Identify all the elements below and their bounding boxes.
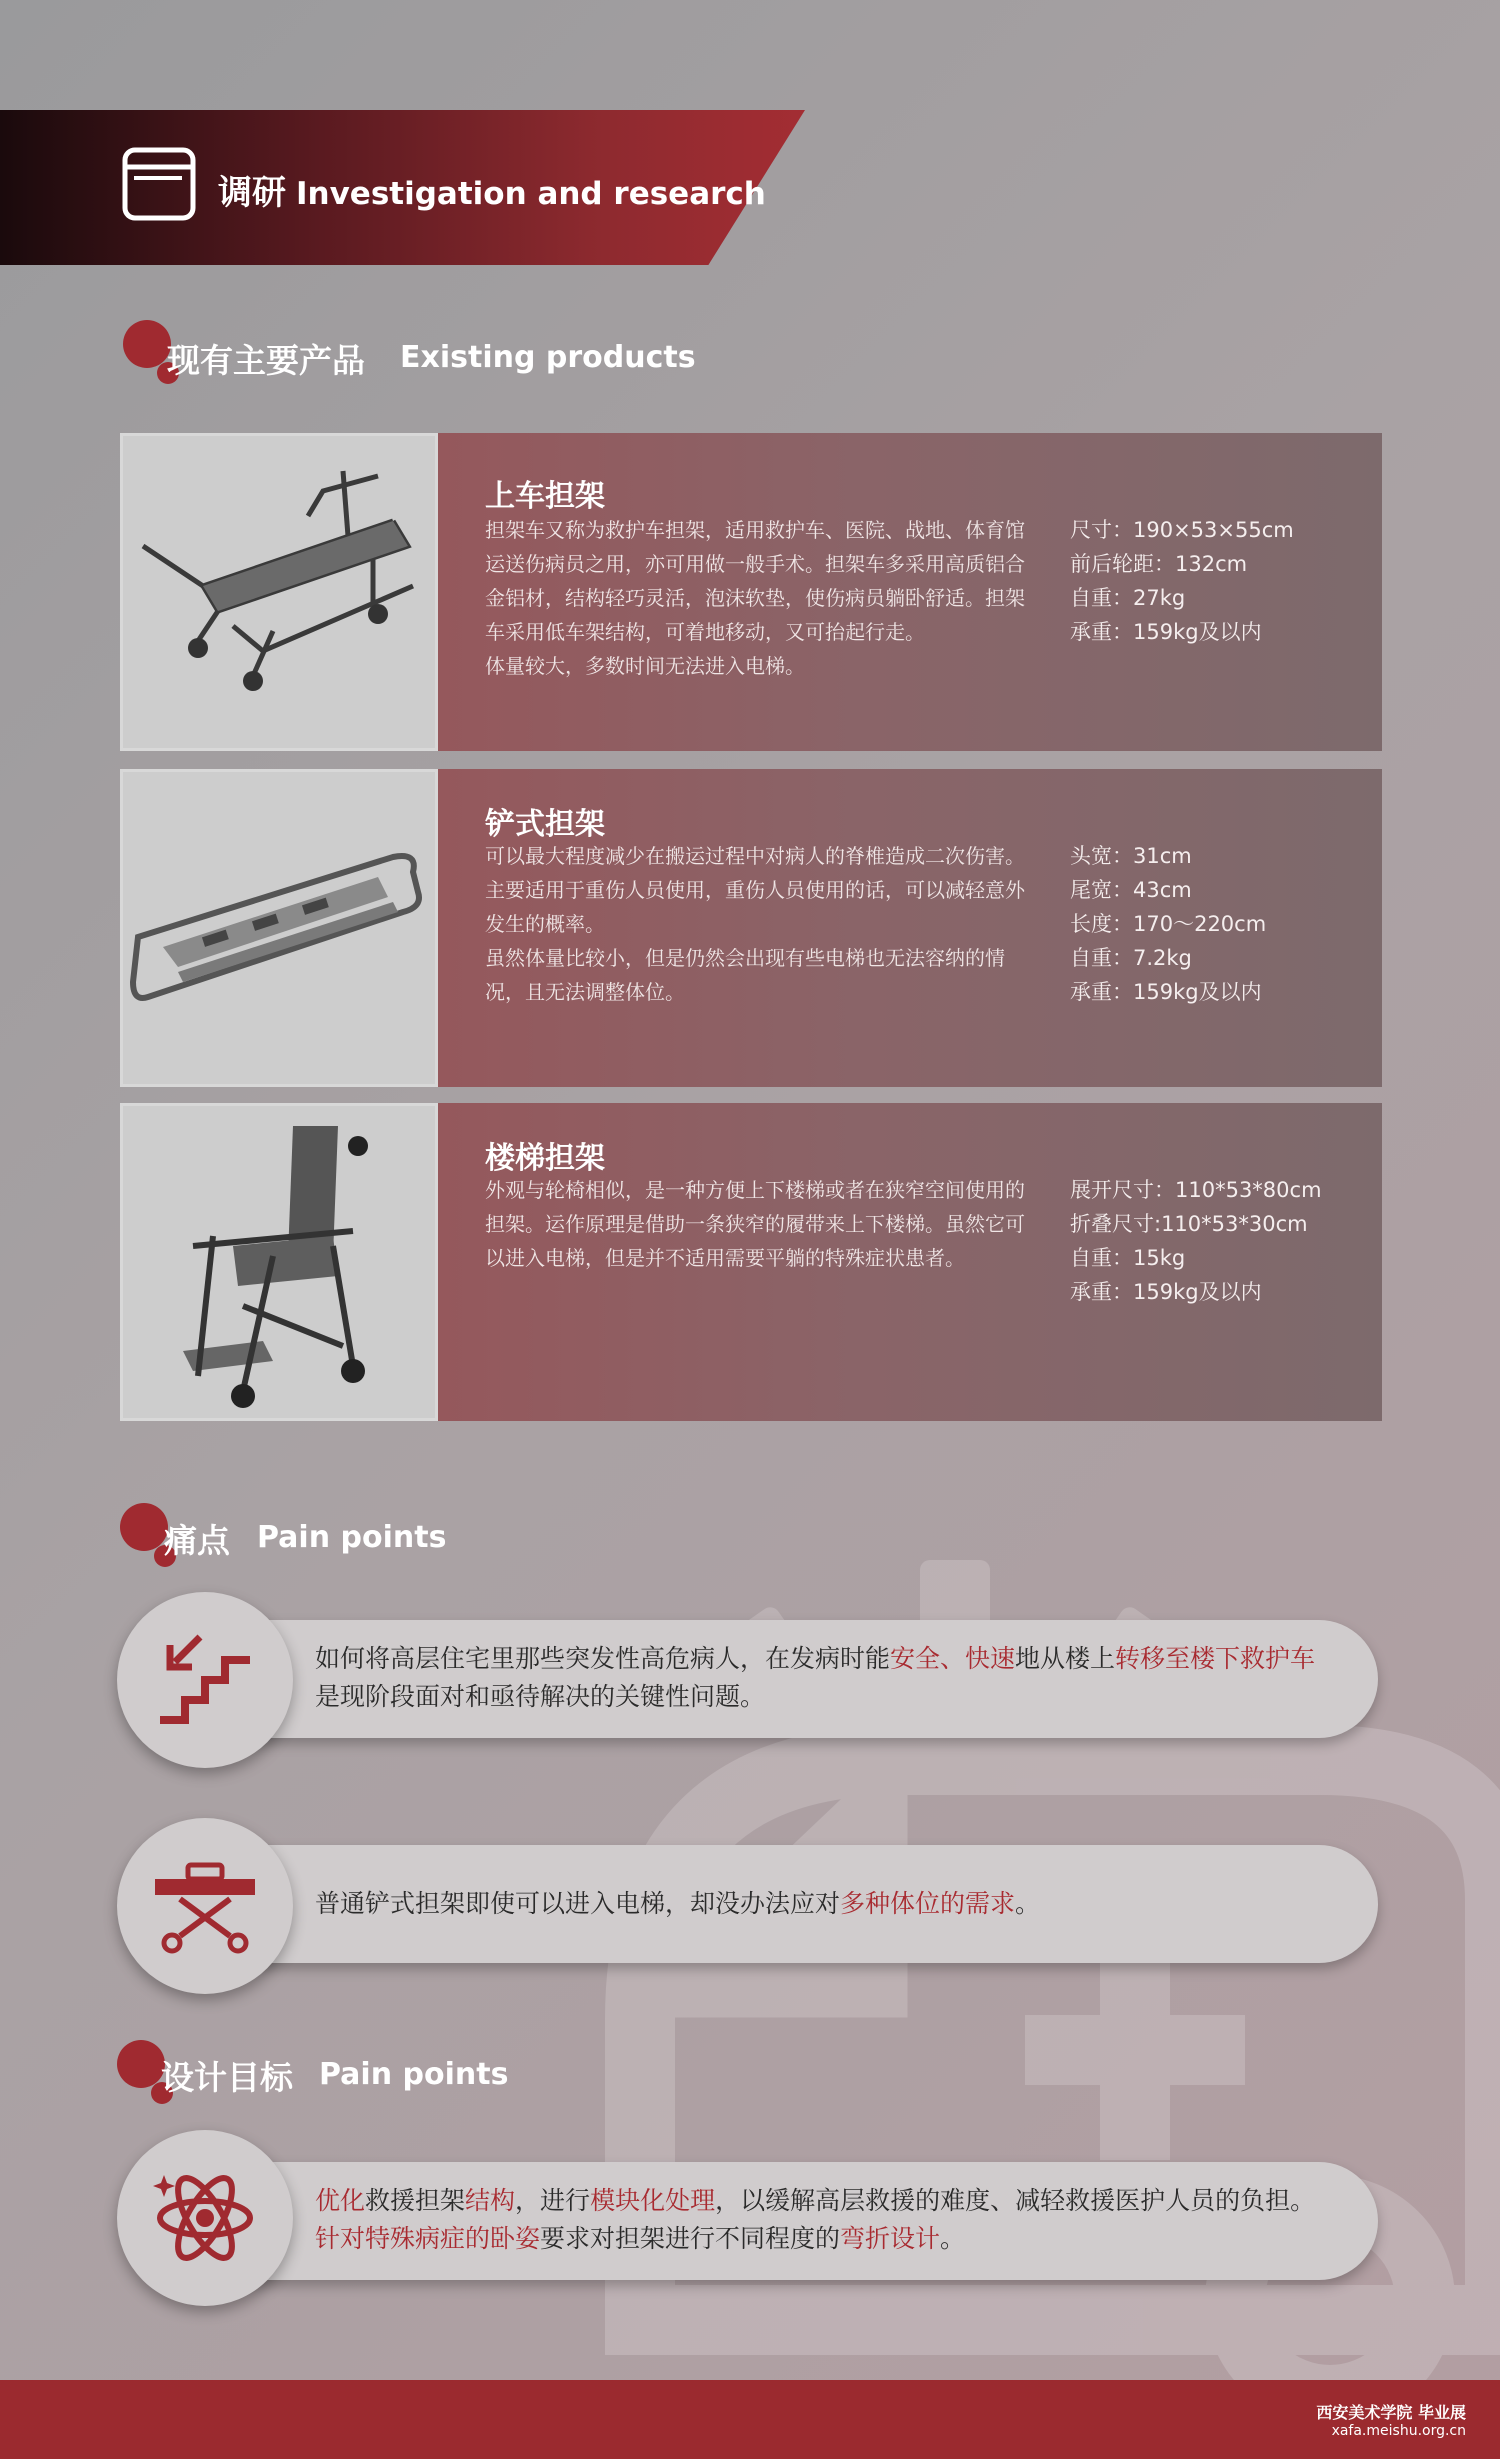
atom-icon: [150, 2163, 260, 2273]
product-specs: [1070, 1173, 1322, 1309]
spec-unfolded-size: 展开尺寸：110*53*80cm: [1070, 1178, 1322, 1202]
product-name: 铲式担架: [485, 807, 605, 842]
product-card: [120, 1103, 1382, 1421]
product-card: [120, 769, 1382, 1087]
spec-tail-width: 尾宽：43cm: [1070, 878, 1192, 902]
section-title-en: Pain points: [257, 1520, 447, 1555]
stairs-icon-badge: [117, 1592, 293, 1768]
section-title-en: Existing products: [400, 340, 696, 375]
product-description: 担架车又称为救护车担架，适用救护车、医院、战地、体育馆运送伤病员之用，亦可用做一般手术。担架车多采用高质铝合金铝材，结构轻巧灵活，泡沫软垫，使伤病员躺卧舒适。担架车采用低车架结构，可着地移动，又可抬起行走。 体量较大，多数时间无法进入电梯。: [485, 518, 1025, 678]
design-goal-row: [200, 2162, 1378, 2280]
section-title-zh: 痛点: [164, 1521, 230, 1560]
spec-folded-size: 折叠尺寸:110*53*30cm: [1070, 1212, 1308, 1236]
stairs-down-icon: [150, 1625, 260, 1735]
spec-load: 承重：159kg及以内: [1070, 620, 1262, 644]
pain-point-row: [200, 1620, 1378, 1738]
stretcher-icon-badge: [117, 1818, 293, 1994]
spec-load: 承重：159kg及以内: [1070, 1280, 1262, 1304]
spec-weight: 自重：7.2kg: [1070, 946, 1192, 970]
product-description: 可以最大程度减少在搬运过程中对病人的脊椎造成二次伤害。主要适用于重伤人员使用，重伤人员使用的话，可以减轻意外发生的概率。 虽然体量比较小，但是仍然会出现有些电梯也无法容纳的情况，且无法调整体位。: [485, 844, 1025, 1004]
spec-head-width: 头宽：31cm: [1070, 844, 1192, 868]
spec-size: 尺寸：190×53×55cm: [1070, 518, 1294, 542]
spec-load: 承重：159kg及以内: [1070, 980, 1262, 1004]
scoop-stretcher-image: [120, 769, 438, 1087]
exhibition-badge: 毕业展: [1417, 2403, 1466, 2422]
product-description: 外观与轮椅相似，是一种方便上下楼梯或者在狭窄空间使用的担架。运作原理是借助一条狭窄的履带来上下楼梯。虽然它可以进入电梯，但是并不适用需要平躺的特殊症状患者。: [485, 1178, 1025, 1270]
spec-weight: 自重：27kg: [1070, 586, 1186, 610]
pain-point-text: 普通铲式担架即使可以进入电梯，却没办法应对多种体位的需求。: [315, 1889, 1041, 1918]
window-icon: [120, 145, 198, 223]
pain-point-row: [200, 1845, 1378, 1963]
section-heading-design-goal: [117, 2040, 617, 2110]
product-specs: [1070, 513, 1294, 649]
school-url: xafa.meishu.org.cn: [1331, 2423, 1466, 2439]
stretcher-cart-image: [120, 433, 438, 751]
product-specs: [1070, 839, 1266, 1009]
school-name: 西安美术学院: [1316, 2403, 1413, 2422]
page-title-zh: 调研: [218, 173, 286, 213]
spec-wheelbase: 前后轮距：132cm: [1070, 552, 1248, 576]
product-card: [120, 433, 1382, 751]
section-heading-products: [123, 320, 723, 390]
spec-weight: 自重：15kg: [1070, 1246, 1186, 1270]
product-name: 楼梯担架: [485, 1141, 605, 1176]
pain-point-text: 如何将高层住宅里那些突发性高危病人，在发病时能安全、快速地从楼上转移至楼下救护车 是现阶段面对和亟待解决的关键性问题。: [315, 1644, 1316, 1711]
section-title-zh: 现有主要产品: [167, 341, 365, 380]
page-title-en: Investigation and research: [296, 176, 766, 212]
stair-stretcher-image: [120, 1103, 438, 1421]
spec-length: 长度：170～220cm: [1070, 912, 1267, 936]
section-title-zh: 设计目标: [161, 2058, 293, 2097]
page-title: [218, 165, 766, 214]
footer-bar: [0, 2380, 1500, 2459]
design-goal-text: 优化救援担架结构，进行模块化处理，以缓解高层救援的难度、减轻救援医护人员的负担。 针对特殊病症的卧姿要求对担架进行不同程度的弯折设计。: [315, 2186, 1316, 2253]
atom-icon-badge: [117, 2130, 293, 2306]
section-heading-pain-points: [120, 1503, 620, 1573]
stretcher-icon: [150, 1851, 260, 1961]
product-name: 上车担架: [485, 479, 605, 514]
section-title-en: Pain points: [319, 2057, 509, 2092]
school-logo: [1316, 2400, 1466, 2439]
